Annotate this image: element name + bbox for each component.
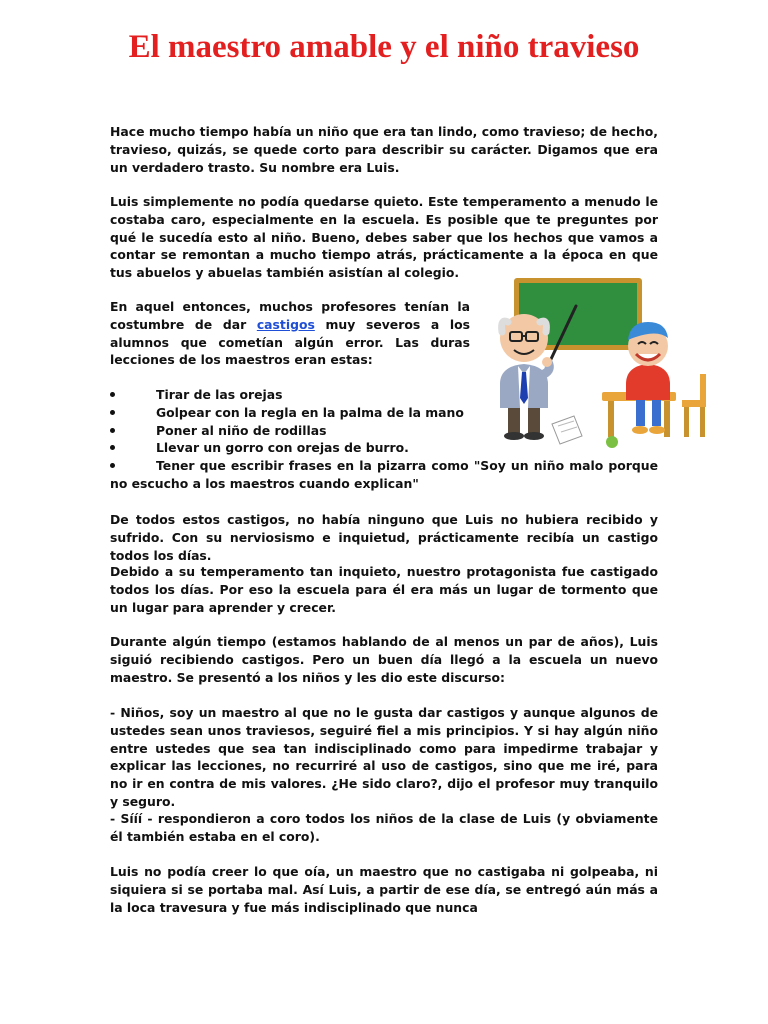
punishment-list — [110, 386, 658, 493]
paragraph-punishments-start: En aquel entonces, muchos profesores tenían la costumbre de dar — [110, 299, 470, 332]
castigos-link[interactable]: castigos — [256, 316, 315, 332]
list-item: Poner al niño de rodillas — [110, 422, 658, 440]
paragraph-temperament: Luis simplemente no podía quedarse quieto. Este temperamento a menudo le costaba caro, especialmente en la escuela. Es posible que te preguntes por qué le sucedía esto al niño. Bueno, debes saber que los hechos que vamos a contar se remontan a mucho tiempo atrás, prácticamente a la época en que tus abuelos y abuelas también asistían al colegio. — [110, 194, 658, 281]
bullet-icon — [110, 463, 115, 468]
paragraph-restless: Debido a su temperamento tan inquieto, nuestro protagonista fue castigado todos los días. Por eso la escuela para él era más un lugar de tormento que un lugar para aprender y crecer. — [110, 564, 658, 615]
paragraph-chorus: - Sííí - respondieron a coro todos los niños de la clase de Luis (y obviamente él también estaba en el coro). — [110, 811, 658, 844]
list-item: Tener que escribir frases en la pizarra como "Soy un niño malo porque no escucho a los maestros cuando explican" — [110, 458, 658, 491]
paragraph-punishments — [110, 298, 470, 369]
paragraph-intro: Hace mucho tiempo había un niño que era tan lindo, como travieso; de hecho, travieso, quizás, se quede corto para describir su carácter. Digamos que era un verdadero trasto. Su nombre era Luis. — [110, 124, 658, 175]
bullet-icon — [110, 428, 115, 433]
paragraph-punishments-end: muy severos a los alumnos que cometían algún error. Las duras lecciones de los maestros eran estas: — [110, 316, 470, 368]
paragraph-ending: Luis no podía creer lo que oía, un maestro que no castigaba ni golpeaba, ni siquiera si se portaba mal. Así Luis, a partir de ese día, se entregó aún más a la loca travesura y fue más indisciplinado que nunca — [110, 864, 658, 915]
bullet-icon — [110, 445, 115, 450]
bullet-icon — [110, 392, 115, 397]
list-item: Golpear con la regla en la palma de la mano — [110, 404, 658, 422]
paragraph-new-teacher: Durante algún tiempo (estamos hablando de al menos un par de años), Luis siguió recibiendo castigos. Pero un buen día llegó a la escuela un nuevo maestro. Se presentó a los niños y les dio este discurso: — [110, 634, 658, 685]
paragraph-received: De todos estos castigos, no había ninguno que Luis no hubiera recibido y sufrido. Con su nerviosismo e inquietud, prácticamente recibía un castigo todos los días. — [110, 512, 658, 563]
bullet-icon — [110, 410, 115, 415]
story-title: El maestro amable y el niño travieso — [128, 29, 640, 65]
list-item: Llevar un gorro con orejas de burro. — [110, 439, 658, 457]
paragraph-speech: - Niños, soy un maestro al que no le gusta dar castigos y aunque algunos de ustedes sean unos traviesos, seguiré fiel a mis principios. Y si hay algún niño entre ustedes que sea tan indisciplinado como para impedirme trabajar y explicar las lecciones, no recurriré al uso de castigos, sino que me iré, para no ir en contra de mis valores. ¿He sido claro?, dijo el profesor muy tranquilo y seguro. — [110, 705, 658, 809]
list-item: Tirar de las orejas — [110, 386, 658, 404]
